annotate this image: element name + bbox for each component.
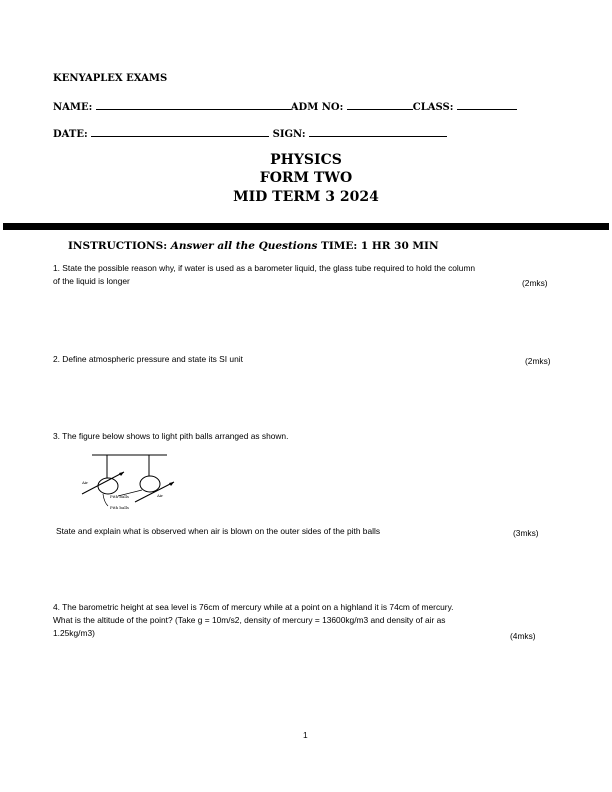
question-1 — [53, 262, 475, 288]
air-label-right: Air — [157, 493, 164, 498]
date-row — [53, 127, 447, 140]
sign-label: SIGN: — [272, 129, 306, 140]
question-2: 2. Define atmospheric pressure and state its SI unit — [53, 354, 243, 364]
term-title: MID TERM 3 2024 — [233, 189, 379, 205]
form-title: FORM TWO — [259, 170, 353, 186]
adm-label: ADM NO: — [290, 102, 344, 113]
instructions-text: Answer all the Questions — [170, 240, 318, 252]
adm-field[interactable] — [347, 100, 413, 110]
instructions-label: INSTRUCTIONS: — [68, 240, 168, 252]
air-label-left: Air — [82, 480, 89, 485]
marks: (2mks) — [525, 356, 551, 366]
question-text: What is the altitude of the point? (Take g = 10m/s2, density of mercury = 13600kg/m3 and density of air as — [53, 615, 446, 625]
pith-balls-diagram — [60, 440, 190, 520]
marks: (4mks) — [510, 631, 536, 641]
class-field[interactable] — [457, 100, 517, 110]
org-name: KENYAPLEX EXAMS — [53, 73, 168, 84]
instructions — [68, 240, 439, 252]
pith-label: Pith balls — [110, 505, 129, 510]
sign-field[interactable] — [309, 127, 447, 137]
class-label: CLASS: — [412, 102, 454, 113]
question-4 — [53, 601, 453, 640]
name-row — [53, 100, 517, 113]
marks: (2mks) — [522, 278, 548, 288]
question-3-part: State and explain what is observed when air is blown on the outer sides of the pith balls — [56, 526, 381, 536]
name-field[interactable] — [96, 100, 291, 110]
marks: (3mks) — [513, 528, 539, 538]
question-text: of the liquid is longer — [53, 276, 130, 286]
question-text: 4. The barometric height at sea level is 76cm of mercury while at a point on a highland it is 74cm of mercury. — [53, 602, 454, 612]
date-field[interactable] — [91, 127, 269, 137]
question-3: 3. The figure below shows to light pith balls arranged as shown. — [53, 431, 289, 441]
question-text: 1. State the possible reason why, if water is used as a barometer liquid, the glass tube required to hold the column — [53, 263, 476, 273]
subject-title: PHYSICS — [270, 152, 342, 168]
question-text: 1.25kg/m3) — [53, 628, 95, 638]
time-allowed: TIME: 1 HR 30 MIN — [321, 240, 439, 252]
divider-bar — [3, 223, 609, 230]
date-label: DATE: — [53, 129, 88, 140]
name-label: NAME: — [53, 102, 93, 113]
pith-label: Pith balls — [110, 494, 129, 499]
page-number: 1 — [303, 730, 308, 740]
